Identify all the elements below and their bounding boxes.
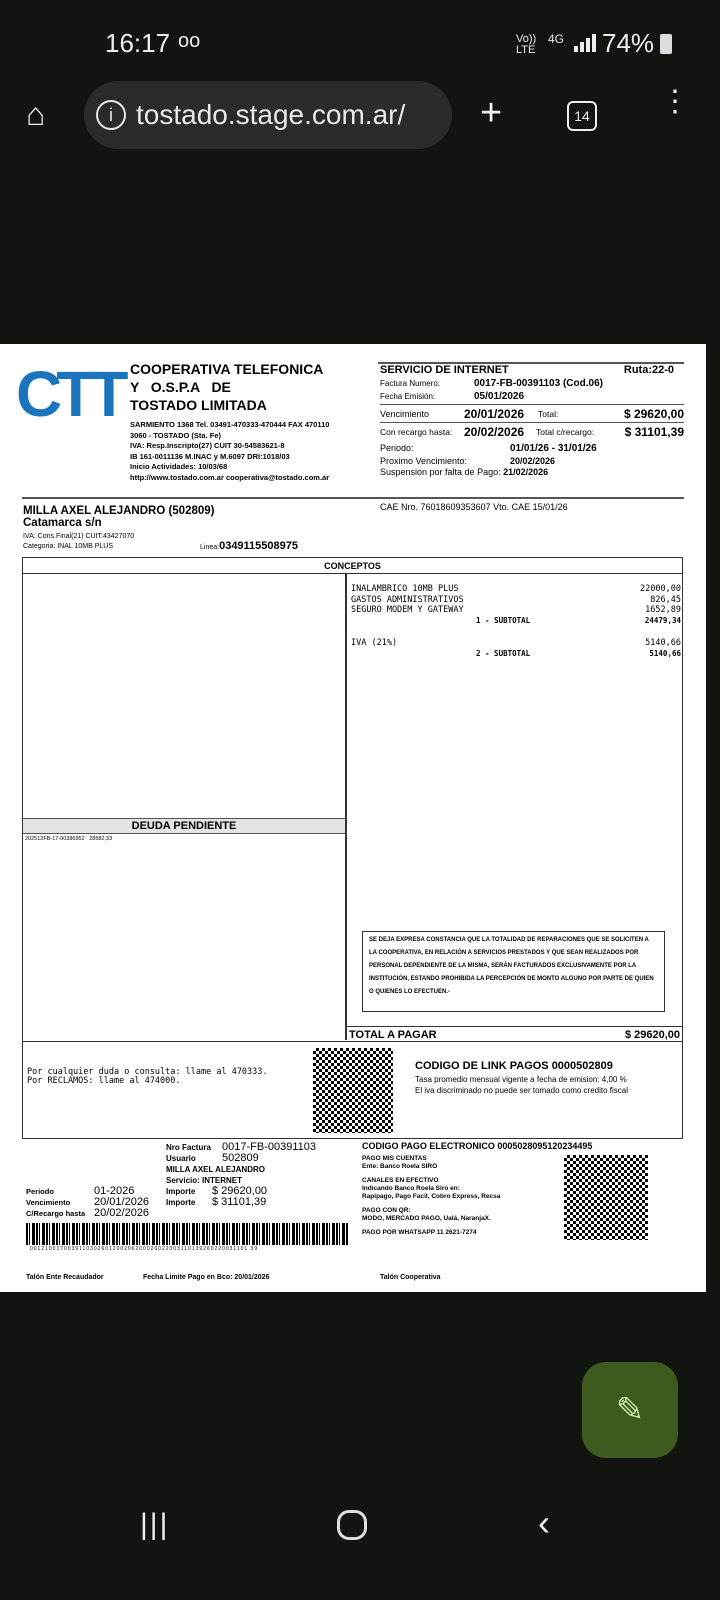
talon-cooperativa: Talón Cooperativa	[380, 1274, 441, 1281]
prox-date: 20/02/2026	[510, 456, 556, 466]
pago-line: PAGO CON QR:	[362, 1207, 411, 1214]
info-line: Inicio Actividades: 10/03/68	[130, 462, 228, 471]
total-pagar-amount: $ 29620,00	[624, 1029, 680, 1041]
codigo-pago: CODIGO PAGO ELECTRONICO 0005028095120234495	[362, 1141, 593, 1151]
menu-icon[interactable]: ⋮	[660, 85, 690, 118]
info-icon[interactable]: i	[96, 100, 126, 130]
linea-number: 0349115508975	[219, 540, 299, 552]
stub-top	[166, 1142, 316, 1208]
customer-category: Categoria: INAL 10MB PLUS	[23, 543, 114, 550]
pago-line: Ente: Banco Roela SIRO	[362, 1163, 438, 1170]
deuda-title: DEUDA PENDIENTE	[23, 818, 345, 834]
total-amount: $ 29620,00	[623, 406, 684, 421]
item-value: 22000,00	[640, 584, 681, 594]
stub-periodo: 01-2026	[94, 1185, 135, 1197]
qr-code	[313, 1048, 393, 1133]
url-bar[interactable]	[84, 81, 452, 149]
periodo: 01/01/26 - 31/01/26	[510, 442, 597, 454]
info-box	[22, 1041, 683, 1139]
importe-label: Importe	[166, 1187, 196, 1196]
venc-date: 20/01/2026	[464, 406, 525, 421]
subtotal1: 24479,34	[644, 615, 681, 625]
recargo-date: 20/02/2026	[464, 424, 525, 439]
iva-value: 5140,66	[645, 638, 681, 648]
deuda-amount: 28582,33	[89, 836, 113, 842]
recents-icon[interactable]: |||	[140, 1508, 170, 1541]
conceptos-list	[351, 584, 681, 659]
battery-icon	[660, 34, 672, 54]
total-rec-amount: $ 31101,39	[624, 424, 684, 439]
pago-line: PAGO MIS CUENTAS	[362, 1155, 427, 1162]
signal-icon	[574, 34, 594, 52]
subtotal1-label: 1 - SUBTOTAL	[476, 615, 531, 625]
subtotal2-label: 2 - SUBTOTAL	[476, 648, 531, 658]
back-icon[interactable]: ‹	[538, 1502, 550, 1543]
pago-channels	[362, 1155, 500, 1237]
item-row	[351, 605, 681, 616]
company-info	[130, 420, 329, 483]
rec-label: C/Recargo hasta	[26, 1209, 86, 1218]
contact-info	[27, 1068, 268, 1086]
iva-note: El iva discriminado no puede ser tomado como credito fiscal	[415, 1086, 628, 1095]
total-pagar-label: TOTAL A PAGAR	[349, 1029, 437, 1041]
tasa: Tasa promedio mensual vigente a fecha de emision: 4,00 %	[415, 1075, 627, 1084]
barcode	[26, 1223, 348, 1245]
importe2: $ 31101,39	[212, 1196, 267, 1208]
cae: CAE Nro. 76018609353607 Vto. CAE 15/01/26	[380, 502, 568, 512]
volte-indicator: Vo)) LTE	[516, 33, 537, 56]
deuda-ref: 202512FB-17-00386952	[25, 836, 85, 842]
total-pagar	[346, 1026, 682, 1041]
info-line: http://www.tostado.com.ar cooperativa@tostado.com.ar	[130, 472, 330, 482]
factura-label: Factura Numero:	[380, 379, 441, 388]
info-line: SARMIENTO 1368 Tel. 03491-470333-470444 FAX 470110	[130, 420, 330, 429]
customer-address: Catamarca s/n	[23, 517, 102, 529]
venc-label: Vencimiento	[26, 1198, 71, 1207]
talon-ente: Talón Ente Recaudador	[26, 1274, 104, 1281]
notice-box: SE DEJA EXPRESA CONSTANCIA QUE LA TOTALIDAD DE REPARACIONES QUE SE SOLICITEN A LA COOPERATIVA, EN RELACIÓN A SERVICIOS PRESTADOS Y QUE SEAN REALIZADOS POR PERSONAL DEPENDIENTE DE LA MISMA, SERÁN FACTURADOS EXCLUSIVAMENTE POR LA INSTITUCIÓN, ESTANDO PROHIBIDA LA PERCEPCIÓN DE MONTO ALGUNO POR PARTE DE QUIEN O QUIENES LO EFECTUEN.-	[362, 931, 665, 1012]
url-text: tostado.stage.com.ar/	[136, 99, 406, 130]
pago-line: PAGO POR WHATSAPP 11 2621-7274	[362, 1229, 477, 1236]
info-line: IVA: Resp.Inscripto(27) CUIT 30-54583621-8	[130, 441, 285, 450]
subtotal2: 5140,66	[649, 648, 681, 658]
conceptos-box	[22, 557, 683, 1042]
susp-label: Suspension por falta de Pago:	[380, 467, 501, 477]
qr-code-pago	[564, 1155, 648, 1240]
venc-label: Vencimiento	[380, 408, 430, 419]
factura-number: 0017-FB-00391103 (Cod.06)	[474, 378, 603, 389]
item-desc: INALAMBRICO 10MB PLUS	[351, 584, 459, 594]
invoice-document	[0, 344, 706, 1292]
tabs-button[interactable]: 14	[567, 101, 597, 131]
stub-rec: 20/02/2026	[94, 1207, 150, 1219]
customer-iva: IVA: Cons.Final(21) CUIT:43427070	[23, 533, 135, 540]
usuario-label: Usuario	[166, 1154, 196, 1163]
edit-fab[interactable]	[582, 1362, 678, 1458]
item-value: 1652,89	[645, 605, 681, 615]
nro: 0017-FB-00391103	[222, 1141, 316, 1153]
customer-name: MILLA AXEL ALEJANDRO (502809)	[23, 505, 215, 517]
emision-date: 05/01/2026	[474, 391, 525, 402]
info-line: 3060 - TOSTADO (Sta. Fe)	[130, 430, 221, 440]
home-icon[interactable]: ⌂	[26, 96, 46, 132]
pago-line: CANALES EN EFECTIVO	[362, 1177, 439, 1184]
pago-line: Rapipago, Pago Facil, Cobro Express, Recsa	[362, 1193, 501, 1200]
stub-servicio: Servicio: INTERNET	[166, 1176, 243, 1185]
new-tab-icon[interactable]: +	[480, 92, 503, 134]
company-name: COOPERATIVA TELEFONICA	[130, 361, 324, 377]
prox-label: Proximo Vencimiento:	[380, 456, 468, 466]
conceptos-title: CONCEPTOS	[23, 558, 682, 574]
fecha-limite: Fecha Limite Pago en Bco: 20/01/2026	[143, 1274, 270, 1281]
ruta: Ruta:22-0	[623, 364, 674, 376]
service-label: SERVICIO DE INTERNET	[380, 364, 509, 376]
pago-line: Indicando Banco Roela Siro en:	[362, 1185, 460, 1192]
company-name-2: Y O.S.P.A DE	[130, 379, 231, 395]
total-rec-label: Total c/recargo:	[536, 426, 595, 437]
deuda-row	[25, 836, 112, 842]
network-4g: 4G	[548, 32, 565, 46]
stub-venc: 20/01/2026	[94, 1196, 150, 1208]
linea	[200, 540, 298, 554]
total-label: Total:	[538, 408, 559, 419]
susp-date: 21/02/2026	[503, 467, 549, 477]
linea-label: Linea:	[200, 544, 220, 551]
status-time: 16:17	[105, 28, 171, 58]
emision-label: Fecha Emisión:	[380, 392, 436, 401]
periodo-label: Periodo:	[380, 443, 414, 453]
importe1: $ 29620,00	[212, 1185, 268, 1197]
item-row	[351, 595, 681, 606]
importe-label: Importe	[166, 1198, 196, 1207]
info-line: IB 161-0011136 M.INAC y M.6097 DRI:1018/03	[130, 451, 290, 461]
company-name-3: TOSTADO LIMITADA	[130, 397, 267, 413]
pago-line: MODO, MERCADO PAGO, Ualá, NaranjaX.	[362, 1215, 491, 1222]
item-row	[351, 584, 681, 595]
nro-label: Nro Factura	[166, 1143, 211, 1152]
iva-item: IVA (21%)	[351, 638, 398, 648]
item-value: 826,45	[650, 594, 681, 605]
voicemail-icon: oo	[178, 30, 201, 52]
stub-left	[26, 1186, 149, 1219]
reclamos: Por RECLAMOS: llame al 474000.	[27, 1076, 181, 1086]
consulta: Por cualquier duda o consulta: llame al 470333.	[27, 1067, 268, 1077]
battery-percent: 74%	[602, 28, 655, 58]
periodo-label: Periodo	[26, 1187, 54, 1196]
pencil-icon: ✎	[615, 1391, 645, 1429]
link-pagos: CODIGO DE LINK PAGOS 0000502809	[415, 1060, 613, 1072]
recargo-label: Con recargo hasta:	[380, 426, 453, 437]
stub-name: MILLA AXEL ALEJANDRO	[166, 1165, 265, 1174]
item-desc: GASTOS ADMINISTRATIVOS	[351, 594, 464, 605]
usuario: 502809	[222, 1152, 259, 1164]
barcode-number: 0012100170039110302601200296200026022003110139260220031101 39	[30, 1246, 259, 1252]
invoice-summary	[380, 364, 684, 478]
ctt-logo: CTT	[16, 358, 123, 430]
item-desc: SEGURO MODEM Y GATEWAY	[351, 605, 464, 615]
home-nav-icon[interactable]	[337, 1510, 367, 1540]
